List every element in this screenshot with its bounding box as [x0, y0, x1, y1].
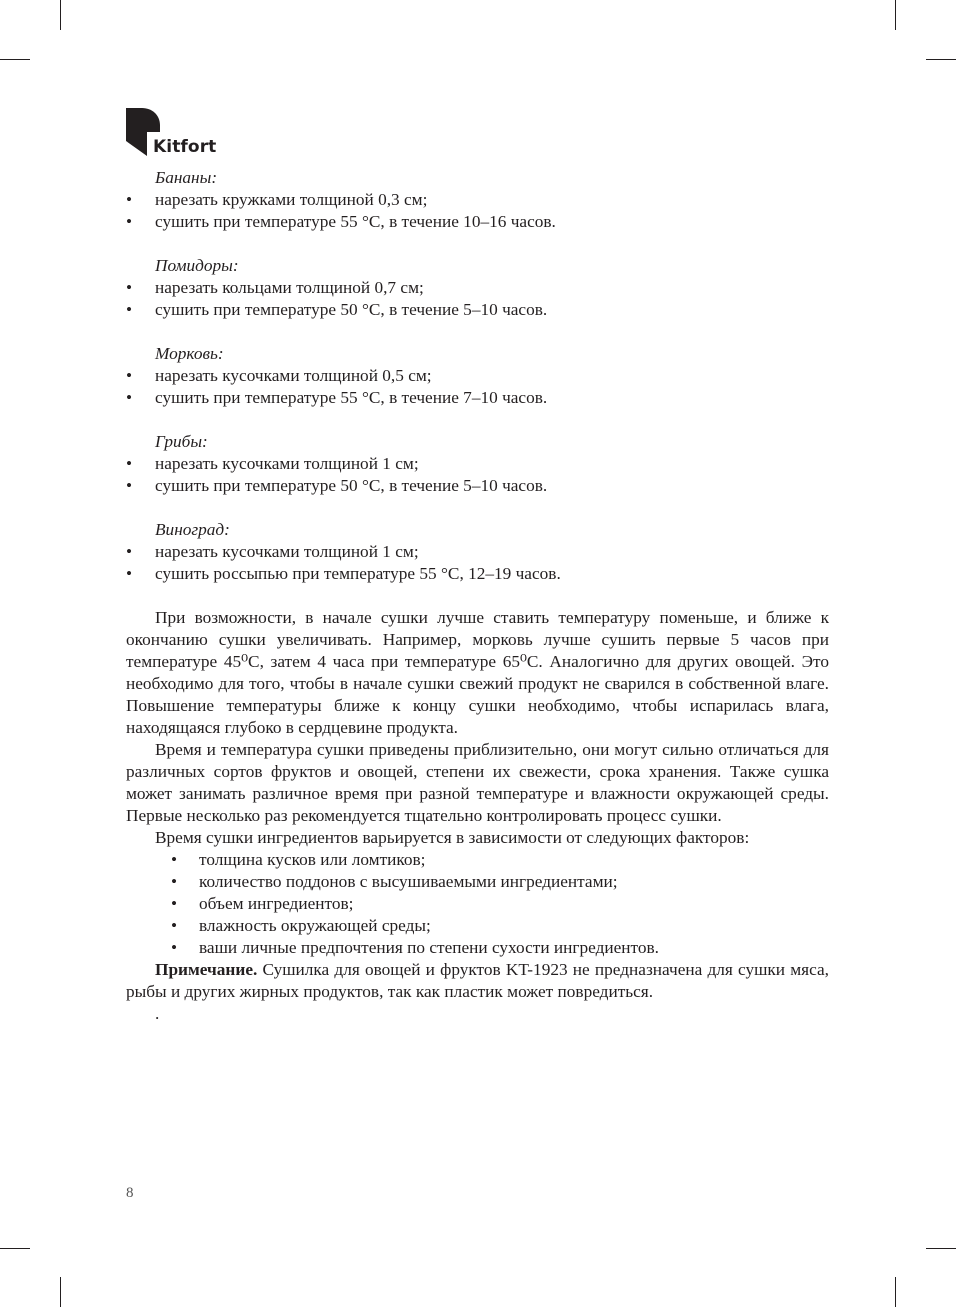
list-item: • сушить при температуре 55 °С, в течение 7–10 часов.: [126, 388, 548, 407]
list-item: • сушить при температуре 50 °С, в течение 5–10 часов.: [126, 476, 548, 495]
bullet-icon: •: [126, 542, 133, 561]
factors-list: [126, 849, 829, 959]
section-title: Бананы:: [155, 168, 218, 187]
list-item: • сушить при температуре 50 °С, в течение 5–10 часов.: [126, 300, 548, 319]
trailing-dot: .: [155, 1004, 160, 1023]
bullet-icon: •: [126, 190, 133, 209]
list-item: • нарезать кусочками толщиной 0,5 см;: [126, 366, 432, 385]
bullet-icon: •: [171, 894, 178, 913]
bullet-icon: •: [126, 564, 133, 583]
list-item: • количество поддонов с высушиваемыми ингредиентами;: [171, 872, 618, 891]
section-mushrooms: [126, 431, 829, 497]
bullet-icon: •: [171, 938, 178, 957]
bullet-icon: •: [126, 278, 133, 297]
section-title: Помидоры:: [155, 256, 239, 275]
crop-mark: [0, 59, 30, 60]
crop-mark: [895, 0, 896, 30]
list-item: • сушить россыпью при температуре 55 °С, 12–19 часов.: [126, 564, 561, 583]
bullet-icon: •: [126, 388, 133, 407]
paragraph-factors-intro: Время сушки ингредиентов варьируется в зависимости от следующих факторов:: [155, 828, 750, 847]
list-item: • сушить при температуре 55 °С, в течение 10–16 часов.: [126, 212, 556, 231]
paragraph-time-disclaimer: Время и температура сушки приведены приблизительно, они могут сильно отличаться для различных сортов фруктов и овощей, степени их свежести, срока хранения. Также сушка может занимать различное время при разной температуре и влажности окружающей среды. Первые несколько раз рекомендуется тщательно контролировать процесс сушки.: [126, 740, 829, 825]
paragraph-temperature-advice: При возможности, в начале сушки лучше ставить температуру поменьше, и ближе к окончанию сушки увеличивать. Например, морковь лучше сушить первые 5 часов при температуре 45⁰С, затем 4 часа при температуре 65⁰С. Аналогично для других овощей. Это необходимо для того, чтобы в начале сушки свежий продукт не сварился в собственной влаге. Повышение температуры ближе к концу сушки необходимо, чтобы испарилась влага, находящаяся глубоко в сердцевине продукта.: [126, 608, 829, 737]
crop-mark: [926, 1248, 956, 1249]
bullet-icon: •: [171, 850, 178, 869]
brand-name: Kitfort: [153, 137, 217, 157]
crop-mark: [0, 1248, 30, 1249]
note-text: Сушилка для овощей и фруктов KT-1923 не предназначена для сушки мяса, рыбы и других жирных продуктов, так как пластик может повредиться.: [126, 960, 829, 1001]
bullet-icon: •: [126, 454, 133, 473]
list-item: • нарезать кружками толщиной 0,3 см;: [126, 190, 428, 209]
crop-mark: [926, 59, 956, 60]
section-tomatoes: [126, 255, 829, 321]
bullet-icon: •: [171, 916, 178, 935]
page-number: 8: [126, 1185, 134, 1201]
list-item: • нарезать кольцами толщиной 0,7 см;: [126, 278, 424, 297]
note-paragraph: [126, 959, 829, 1003]
section-title: Грибы:: [155, 432, 208, 451]
crop-mark: [60, 0, 61, 30]
section-carrots: [126, 343, 829, 409]
list-item: • толщина кусков или ломтиков;: [171, 850, 426, 869]
bullet-icon: •: [126, 366, 133, 385]
section-title: Морковь:: [155, 344, 224, 363]
list-item: • влажность окружающей среды;: [171, 916, 431, 935]
kitfort-logo: [126, 108, 236, 158]
section-bananas: [126, 167, 829, 233]
bullet-icon: •: [171, 872, 178, 891]
bullet-icon: •: [126, 300, 133, 319]
note-label: Примечание.: [155, 960, 258, 979]
list-item: • нарезать кусочками толщиной 1 см;: [126, 454, 419, 473]
crop-mark: [60, 1277, 61, 1307]
list-item: • ваши личные предпочтения по степени сухости ингредиентов.: [171, 938, 659, 957]
list-item: • объем ингредиентов;: [171, 894, 354, 913]
list-item: • нарезать кусочками толщиной 1 см;: [126, 542, 419, 561]
bullet-icon: •: [126, 212, 133, 231]
bullet-icon: •: [126, 476, 133, 495]
section-title: Виноград:: [155, 520, 230, 539]
page-content: [126, 167, 829, 1025]
section-grapes: [126, 519, 829, 585]
crop-mark: [895, 1277, 896, 1307]
